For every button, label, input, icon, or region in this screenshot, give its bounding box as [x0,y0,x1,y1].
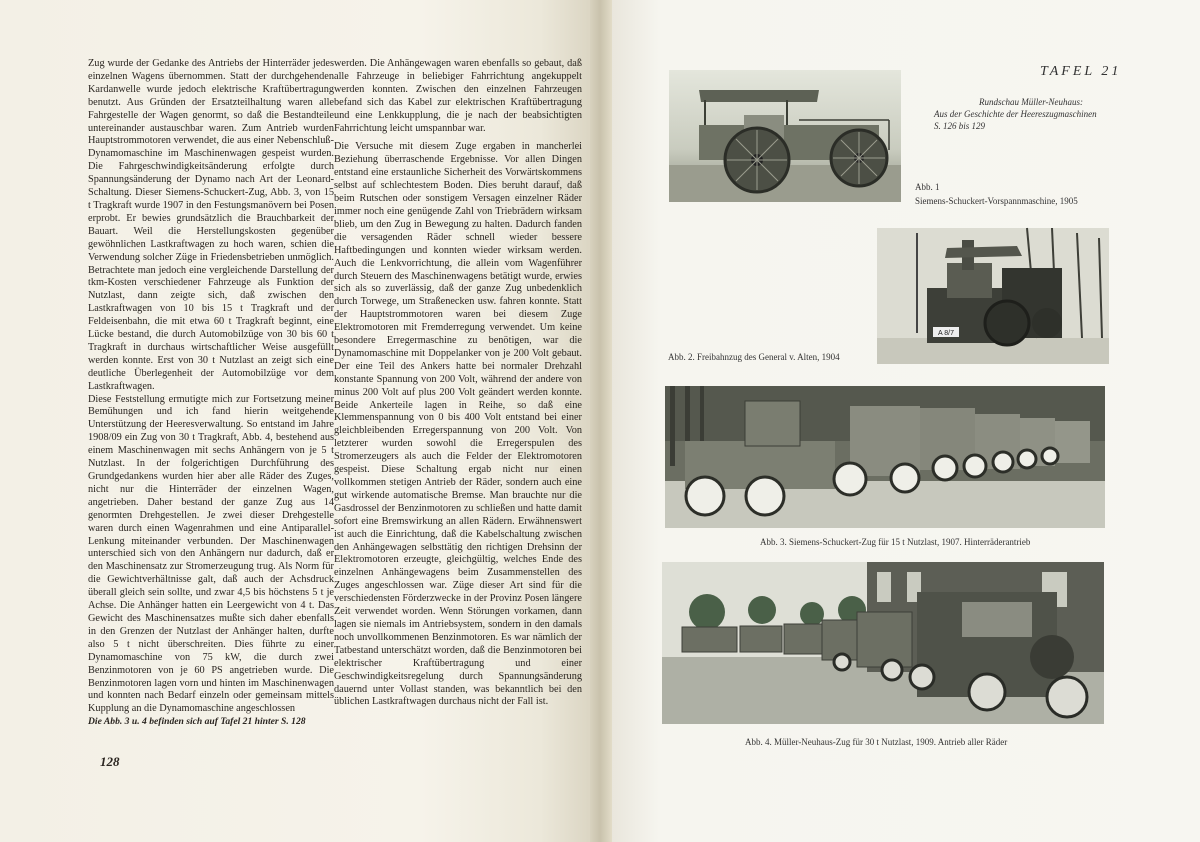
plate-source [934,96,1134,132]
truck-train-photo [665,386,1105,528]
figure-label: Abb. 1 [915,182,940,192]
steam-tractor-photo [877,228,1109,364]
figure-label: Abb. 3. [760,537,787,547]
figure-caption-abb2 [668,352,840,363]
text-column-2 [334,58,582,708]
road-train-photo [662,562,1104,724]
source-line: Aus der Geschichte der Heereszugmaschinen [934,109,1097,119]
vehicle-plate: A 8/7 [938,330,954,337]
photo-abb1-vorspannmaschine [669,70,901,202]
photo-abb2-freibahnzug [877,228,1109,364]
figure-label: Abb. 2. [668,352,695,362]
paragraph: werden. Die Anhängewagen waren ebenfalls so gebaut, daß alle Fahrzeuge in beliebiger Fahrrichtung angekuppelt werden konnten. Zwischen den einzelnen Fahrzeugen befand sich das Kabel zur elektrischen Kraftübertragung und eine Lenkkupplung, die je nach der beabsichtigten Fahrrichtung leicht umspannbar war. [334,58,582,134]
figure-caption: Freibahnzug des General v. Alten, 1904 [697,352,840,362]
figure-caption: Müller-Neuhaus-Zug für 30 t Nutzlast, 1909. Antrieb aller Räder [774,737,1008,747]
figure-caption-abb4 [745,737,1007,748]
tractor-photo [669,70,901,202]
plate-title: TAFEL 21 [1040,64,1122,79]
figure-label: Abb. 4. [745,737,772,747]
paragraph: Zug wurde der Gedanke des Antriebs der Hinterräder jedes einzelnen Wagens übernommen. Statt der durchgehenden Kardanwelle wurde jedoch elektrische Kraftübertragung benutzt. Aus Gründen der Ersatzteilhaltung waren alle Fahrgestelle der Wagen genormt, so daß die Bestandteile untereinander austauschbar waren. Zum Antrieb wurden Hauptstrommotoren verwendet, die aus einer Nebenschluß-Dynamomaschine im Maschinenwagen gespeist wurden. Die Fahrgeschwindigkeitsänderung erfolgte durch Spannungsänderung der Dynamo nach Art der Leonard-Schaltung. Dieser Siemens-Schuckert-Zug, Abb. 3, von 15 t Tragkraft wurde 1907 in den Festungsmanövern bei Posen erprobt. Er bewies grundsätzlich die Brauchbarkeit der Bauart. Weil die Herstellungskosten gegenüber gewöhnlichen Lastkraftwagen zu hoch waren, schien die Verwendung solcher Züge in Friedensbetrieben unmöglich. Betrachtete man jedoch eine vergleichende Darstellung der tkm-Kosten verschiedener Fahrzeuge als Funktion der Nutzlast, dann zeigte sich, daß zwischen den Lastkraftwagen von 10 bis 15 t Tragkraft und der Feldeisenbahn, die mit etwa 60 t Tragkraft beginnt, eine Lücke bestand, die durch Automobilzüge von 30 bis 60 t Tragkraft in durchaus wirtschaftlicher Weise ausgefüllt werden konnte. Erst von 30 t Nutzlast an zeigt sich eine deutliche Überlegenheit der Automobilzüge vor dem Lastkraftwagen. [88,58,334,392]
photo-abb3-siemens-zug [665,386,1105,528]
figure-caption-abb3 [760,537,1030,548]
figure-caption: Siemens-Schuckert-Zug für 15 t Nutzlast, 1907. Hinterräderantrieb [789,537,1031,547]
footnote: Die Abb. 3 u. 4 befinden sich auf Tafel 21 hinter S. 128 [88,716,306,727]
paragraph: Diese Feststellung ermutigte mich zur Fortsetzung meiner Bemühungen und ich fand hierin weitgehende Unterstützung der Heeresverwaltung. So entstand im Jahre 1908/09 ein Zug von 30 t Tragkraft, Abb. 4, bestehend aus einem Maschinenwagen mit sechs Anhängern von je 5 t Nutzlast. In der folgerichtigen Durchführung des Grundgedankens wurden hier aber alle Räder des Zuges, nicht nur die Hinterräder der einzelnen Wagen, angetrieben. Daher bestand der ganze Zug aus 14 genormten Drehgestellen. Je zwei dieser Drehgestelle waren durch einen Wagenrahmen und eine Antiparallel-Lenkung miteinander verbunden. Der Maschinenwagen unterschied sich von den Anhängern nur dadurch, daß er den Maschinensatz zur Stromerzeugung trug. Als Norm für die Gewichtverhältnisse galt, daß auch der Achsdruck überall gleich sein sollte, und zwar 4,5 bis höchstens 5 t je Achse. Die Anhänger hatten ein Leergewicht von 4 t. Das Gewicht des Maschinensatzes mußte sich daher ebenfalls in den Grenzen der Nutzlast der Anhänger halten, durfte also 5 t nicht überschreiten. Dies führte zu einer Dynamomaschine von 75 kW, die durch zwei Benzinmotoren von je 60 PS angetrieben wurde. Die Benzinmotoren lagen vorn und hinten im Maschinenwagen und konnten nach Bedarf einzeln oder gemeinsam mittels Kupplung an die Dynamomaschine angeschlossen [88,393,334,715]
source-line: Rundschau Müller-Neuhaus: [979,97,1084,107]
text-column-1 [88,58,334,715]
paragraph: Die Versuche mit diesem Zuge ergaben in mancherlei Beziehung überraschende Ergebnisse. Vor allen Dingen entstand eine erstaunliche Sicherheit des Vorwärtskommens selbst auf schlechtestem Boden. Dies beruht darauf, daß beim Rutschen oder sonstigem Versagen einzelner Räder immer noch eine genügende Zahl von Triebrädern wirksam blieb, um den Zug in Bewegung zu halten. Dadurch fanden die versagenden Räder schnell wieder bessere Haftbedingungen und konnten wieder wirksam werden. Auch die Lenkvorrichtung, die allein vom Wagenführer durch Steuern des Maschinenwagens betätigt wurde, erwies sich als so zuverlässig, daß der ganze Zug unbedenklich durch Torwege, um Straßenecken usw. fahren konnte. Statt der Hauptstrommotoren waren bei diesem Zuge Elektromotoren mit Fremderregung verwendet. Um keine besondere Erregermaschine zu benötigen, war die Dynamomaschine mit Doppelanker von je 200 Volt gebaut. Der eine Teil des Ankers hatte bei normaler Drehzahl konstante Spannung von 200 Volt, während der andere von minus 200 Volt auf plus 200 Volt geändert werden konnte. Beide Ankerteile lagen in Reihe, so daß eine Klemmenspannung von 0 bis 400 Volt entstand bei einer gleichbleibenden Erregerspannung von 200 Volt. Von letzterer wurden sowohl die Erregerspulen des Stromerzeugers als auch die Felder der Elektromotoren gespeist. Diese Schaltung ergab nicht nur einen vollkommen stetigen Antrieb der Räder, sondern auch eine gut wirkende automatische Bremse. Man brauchte nur die Gasdrossel der Benzinmotoren zu schließen und hatte damit sofort eine Bremswirkung an allen Rädern. Erwähnenswert ist auch die Einrichtung, daß die Kabelschaltung zwischen den Anhängewagen selbsttätig den richtigen Drehsinn der Elektromotoren erzeugte, gleichgültig, welches Ende des einzelnen Anhängewagens beim Zusammenstellen des Zuges angeschlossen war. Züge dieser Art sind für die verschiedensten Förderzwecke in der Provinz Posen längere Zeit verwendet worden. Wenn Störungen vorkamen, dann lagen sie niemals im Antriebsystem, sondern in den damals noch unvollkommenen Benzinmotoren. Es war nämlich der Tatbestand unterschätzt worden, daß die Benzinmotoren bei elektrischer Kraftübertragung und einer Geschwindigkeitsregelung durch Spannungsänderung dauernd unter Vollast standen, was bekanntlich bei den üblichen Lastkraftwagen durchaus nicht der Fall ist. [334,141,582,708]
photo-abb4-mueller-neuhaus-zug [662,562,1104,724]
page-number: 128 [100,754,120,769]
figure-caption: Siemens-Schuckert-Vorspannmaschine, 1905 [915,196,1078,206]
source-line: S. 126 bis 129 [934,121,986,131]
